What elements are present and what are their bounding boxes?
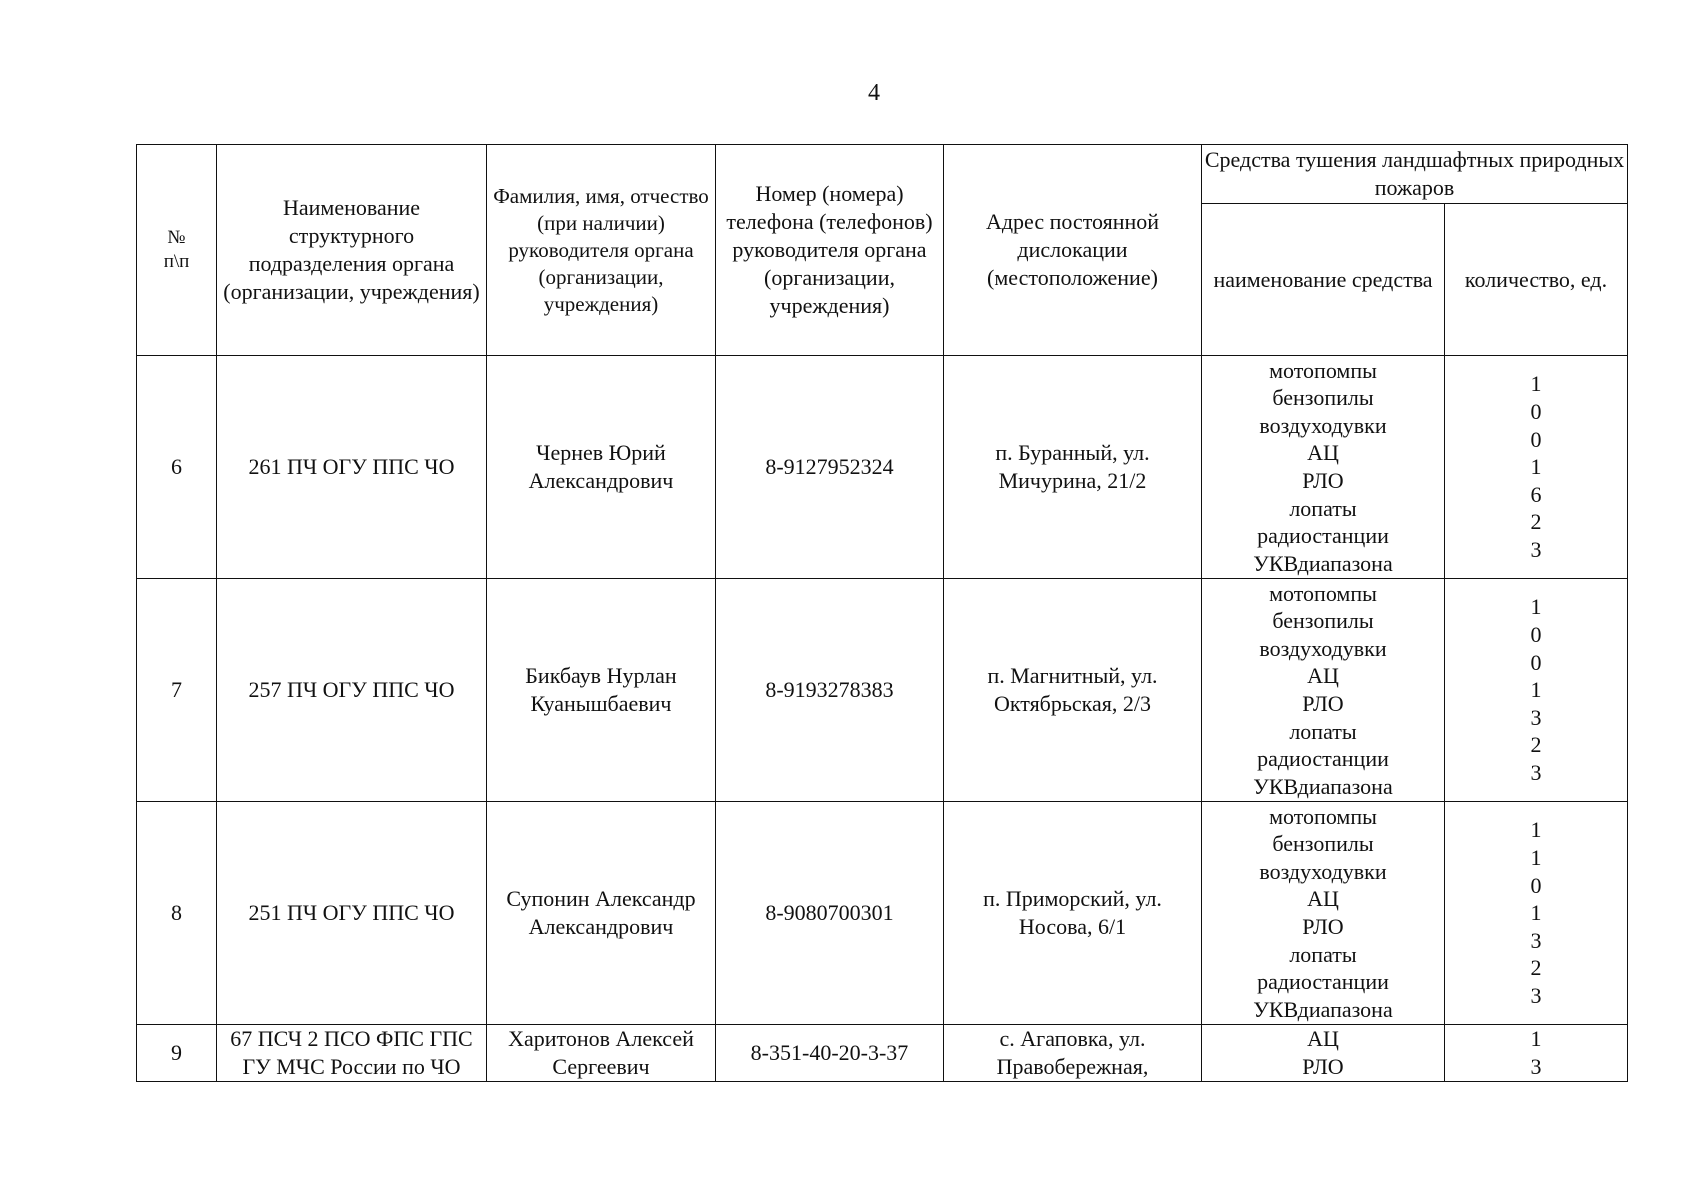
qty-item: 2: [1530, 955, 1542, 981]
cell-name: 251 ПЧ ОГУ ППС ЧО: [217, 802, 487, 1025]
means-item: бензопилы: [1272, 608, 1374, 634]
qty-item: 1: [1530, 817, 1542, 843]
table-header-row: [137, 145, 1628, 204]
cell-head: Чернев Юрий Александрович: [487, 356, 716, 579]
means-item: РЛО: [1302, 914, 1344, 939]
cell-address: п. Приморский, ул. Носова, 6/1: [944, 802, 1202, 1025]
qty-item: 3: [1530, 927, 1542, 953]
qty-item: 6: [1530, 481, 1542, 507]
cell-no: 7: [137, 579, 217, 802]
means-item: лопаты: [1289, 718, 1357, 744]
cell-no: 8: [137, 802, 217, 1025]
qty-item: 0: [1530, 426, 1542, 452]
means-item: лопаты: [1289, 941, 1357, 967]
means-item: АЦ: [1307, 886, 1339, 912]
qty-item: 1: [1530, 900, 1542, 926]
cell-means-list: [1202, 802, 1445, 1025]
cell-head: Супонин Александр Александрович: [487, 802, 716, 1025]
cell-address: п. Буранный, ул. Мичурина, 21/2: [944, 356, 1202, 579]
cell-means-list: [1202, 356, 1445, 579]
means-item: воздуходувки: [1259, 635, 1387, 661]
means-item: бензопилы: [1272, 385, 1374, 411]
qty-item: 3: [1530, 1054, 1542, 1079]
means-item: УКВдиапазона: [1253, 996, 1393, 1022]
table-row: [137, 1025, 1628, 1082]
qty-item: 0: [1530, 872, 1542, 898]
header-head: Фамилия, имя, отчество (при наличии) руководителя органа (организации, учреждения): [487, 145, 716, 356]
qty-item: 1: [1530, 371, 1542, 397]
means-item: радиостанции: [1257, 969, 1389, 995]
means-item: радиостанции: [1257, 746, 1389, 772]
cell-qty-list: [1445, 1025, 1628, 1082]
qty-item: 1: [1530, 677, 1542, 703]
cell-qty-list: [1445, 579, 1628, 802]
means-item: РЛО: [1302, 1054, 1344, 1079]
means-item: мотопомпы: [1269, 357, 1377, 383]
header-means-group: Средства тушения ландшафтных природных пожаров: [1202, 145, 1628, 204]
means-item: мотопомпы: [1269, 580, 1377, 606]
fire-means-table: [136, 144, 1628, 1082]
qty-item: 1: [1530, 845, 1542, 871]
header-phone: Номер (номера) телефона (телефонов) руководителя органа (организации, учреждения): [716, 145, 944, 356]
means-item: РЛО: [1302, 691, 1344, 716]
cell-means-list: [1202, 1025, 1445, 1082]
header-no: [137, 145, 217, 356]
means-item: воздуходувки: [1259, 412, 1387, 438]
means-item: АЦ: [1307, 663, 1339, 689]
header-name: Наименование структурного подразделения органа (организации, учреждения): [217, 145, 487, 356]
cell-name: 67 ПСЧ 2 ПСО ФПС ГПС ГУ МЧС России по ЧО: [217, 1025, 487, 1082]
qty-item: 3: [1530, 704, 1542, 730]
table-row: [137, 579, 1628, 802]
cell-phone: 8-9080700301: [716, 802, 944, 1025]
qty-item: 0: [1530, 649, 1542, 675]
qty-item: 3: [1530, 982, 1542, 1008]
qty-item: 0: [1530, 622, 1542, 648]
qty-item: 2: [1530, 732, 1542, 758]
qty-item: 1: [1530, 594, 1542, 620]
cell-head: Харитонов Алексей Сергеевич: [487, 1025, 716, 1082]
means-item: УКВдиапазона: [1253, 550, 1393, 576]
means-item: воздуходувки: [1259, 858, 1387, 884]
header-means-qty: количество, ед.: [1445, 204, 1628, 356]
means-item: бензопилы: [1272, 831, 1374, 857]
cell-head: Бикбаув Нурлан Куанышбаевич: [487, 579, 716, 802]
cell-address: с. Агаповка, ул. Правобережная,: [944, 1025, 1202, 1082]
means-item: АЦ: [1307, 1026, 1339, 1052]
cell-qty-list: [1445, 802, 1628, 1025]
means-item: РЛО: [1302, 468, 1344, 493]
means-item: радиостанции: [1257, 523, 1389, 549]
cell-name: 261 ПЧ ОГУ ППС ЧО: [217, 356, 487, 579]
cell-no: 9: [137, 1025, 217, 1082]
qty-item: 0: [1530, 399, 1542, 425]
cell-means-list: [1202, 579, 1445, 802]
means-item: АЦ: [1307, 440, 1339, 466]
cell-phone: 8-351-40-20-3-37: [716, 1025, 944, 1082]
qty-item: 2: [1530, 509, 1542, 535]
qty-item: 1: [1530, 454, 1542, 480]
means-item: мотопомпы: [1269, 803, 1377, 829]
table-body: [137, 356, 1628, 1082]
cell-phone: 8-9193278383: [716, 579, 944, 802]
header-means-name: наименование средства: [1202, 204, 1445, 356]
table-row: [137, 356, 1628, 579]
qty-item: 3: [1530, 536, 1542, 562]
means-item: УКВдиапазона: [1253, 773, 1393, 799]
cell-no: 6: [137, 356, 217, 579]
cell-phone: 8-9127952324: [716, 356, 944, 579]
qty-item: 1: [1530, 1026, 1542, 1052]
means-item: лопаты: [1289, 495, 1357, 521]
page-number: 4: [868, 80, 880, 106]
cell-qty-list: [1445, 356, 1628, 579]
header-no-symbol: №: [167, 227, 186, 248]
header-address: Адрес постоянной дислокации (местоположение): [944, 145, 1202, 356]
header-no-label: п\п: [163, 251, 190, 272]
cell-name: 257 ПЧ ОГУ ППС ЧО: [217, 579, 487, 802]
cell-address: п. Магнитный, ул. Октябрьская, 2/3: [944, 579, 1202, 802]
qty-item: 3: [1530, 759, 1542, 785]
table-row: [137, 802, 1628, 1025]
